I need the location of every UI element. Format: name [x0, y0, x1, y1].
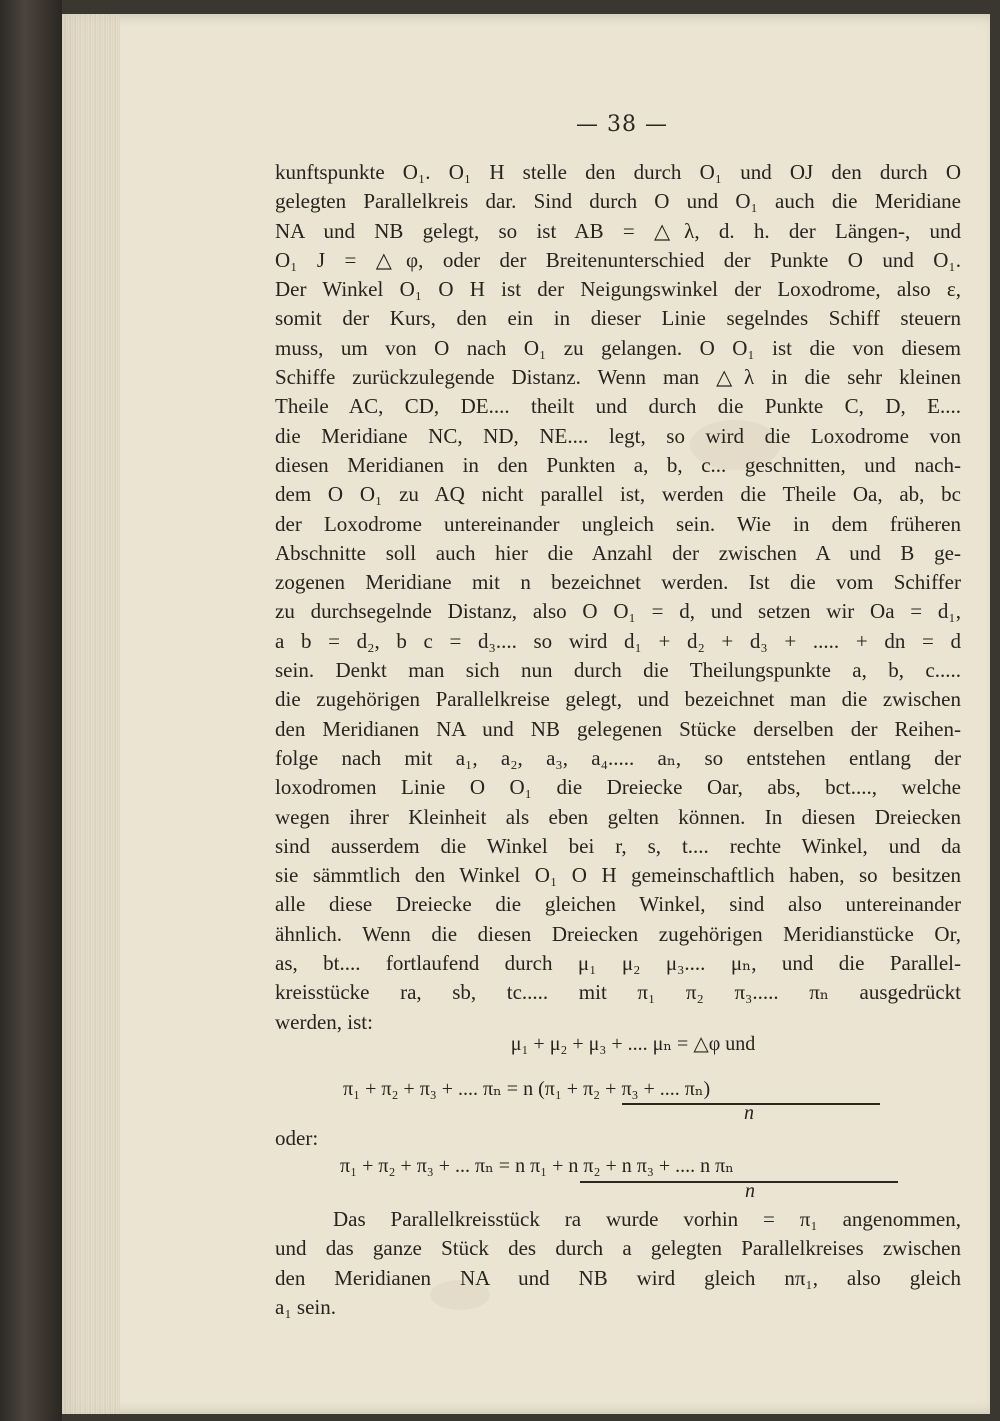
text-line: loxodromen Linie O O₁ die Dreiecke Oar, abs, bct...., welche [275, 775, 961, 800]
text-line: Schiffe zurückzulegende Distanz. Wenn man △λ in die sehr kleinen [275, 365, 961, 390]
text-line: a b = d₂, b c = d₃.... so wird d₁ + d₂ + d₃ + ..... + dn = d [275, 628, 961, 653]
equation-mu-sum: μ₁ + μ₂ + μ₃ + .... μₙ = △φ und [510, 1033, 756, 1055]
equation-expanded-lhs: π₁ + π₂ + π₃ + ... πₙ = [340, 1155, 516, 1177]
label-oder: oder: [275, 1126, 319, 1150]
text-line: alle diese Dreiecke die gleichen Winkel, sind also untereinander [275, 892, 961, 917]
text-line: kunftspunkte O₁. O₁ H stelle den durch O₁ und OJ den durch O [275, 160, 961, 184]
page-edges [62, 14, 120, 1414]
equation-pi-sum [343, 1076, 903, 1101]
text-line: diesen Meridianen in den Punkten a, b, c... geschnitten, und nach- [275, 452, 961, 477]
book-binding [0, 0, 62, 1421]
text-line: Abschnitte soll auch hier die Anzahl der zwischen A und B ge- [275, 540, 961, 565]
text-line: as, bt.... fortlaufend durch μ₁ μ₂ μ₃.... μₙ, und die Parallel- [275, 951, 961, 976]
body-text [275, 158, 961, 1037]
text-line: sein. Denkt man sich nun durch die Theilungspunkte a, b, c..... [275, 658, 961, 683]
text-line: der Loxodrome untereinander ungleich sein. Wie in dem früheren [275, 511, 961, 536]
text-line: und das ganze Stück des durch a gelegten Parallelkreises zwischen [275, 1236, 961, 1261]
text-line: sie sämmtlich den Winkel O₁ O H gemeinschaftlich haben, so besitzen [275, 863, 961, 888]
text-line: zogenen Meridiane mit n bezeichnet werden. Ist die vom Schiffer [275, 570, 961, 595]
text-line: somit der Kurs, den ein in dieser Linie segelndes Schiff steuern [275, 306, 961, 331]
text-line: gelegten Parallelkreis dar. Sind durch O und O₁ auch die Meridiane [275, 189, 961, 214]
text-line: kreisstücke ra, sb, tc..... mit π₁ π₂ π₃..... πₙ ausgedrückt [275, 980, 961, 1005]
text-line: a₁ sein. [275, 1294, 336, 1319]
text-line: den Meridianen NA und NB gelegenen Stücke derselben der Reihen- [275, 716, 961, 741]
equation-pi-sum-denominator: n [744, 1102, 754, 1124]
text-line: wegen ihrer Kleinheit als eben gelten können. In diesen Dreiecken [275, 804, 961, 829]
fraction-bar [580, 1181, 898, 1183]
equation-expanded-numerator: n π₁ + n π₂ + n π₃ + .... n πₙ [515, 1155, 734, 1177]
text-line: folge nach mit a₁, a₂, a₃, a₄..... aₙ, so entstehen entlang der [275, 745, 961, 770]
text-line: Der Winkel O₁ O H ist der Neigungswinkel der Loxodrome, also ε, [275, 277, 961, 302]
text-line: Theile AC, CD, DE.... theilt und durch die Punkte C, D, E.... [275, 394, 961, 419]
text-line: sind ausserdem die Winkel bei r, s, t.... rechte Winkel, und da [275, 833, 961, 858]
equation-pi-sum-expanded [340, 1153, 920, 1178]
text-line: ähnlich. Wenn die diesen Dreiecken zugehörigen Meridianstücke Or, [275, 921, 961, 946]
text-line: muss, um von O nach O₁ zu gelangen. O O₁ ist die von diesem [275, 335, 961, 360]
text-line: dem O O₁ zu AQ nicht parallel ist, werden die Theile Oa, ab, bc [275, 482, 961, 507]
text-line: zu durchsegelnde Distanz, also O O₁ = d, und setzen wir Oa = d₁, [275, 599, 961, 624]
text-line: O₁ J = △φ, oder der Breitenunterschied der Punkte O und O₁. [275, 247, 961, 272]
equation-pi-sum-lhs: π₁ + π₂ + π₃ + .... πₙ = [343, 1078, 524, 1100]
text-line: die Meridiane NC, ND, NE.... legt, so wird die Loxodrome von [275, 423, 961, 448]
text-line: werden, ist: [275, 1009, 373, 1034]
text-line: NA und NB gelegt, so ist AB = △λ, d. h. der Längen-, und [275, 218, 961, 243]
text-line: Das Parallelkreisstück ra wurde vorhin = π₁ angenommen, [333, 1207, 961, 1231]
page-number: — 38 — [576, 112, 668, 137]
equation-expanded-denominator: n [745, 1180, 755, 1202]
closing-text [275, 1205, 961, 1322]
equation-pi-sum-numerator: n (π₁ + π₂ + π₃ + .... πₙ) [523, 1078, 711, 1100]
text-line: die zugehörigen Parallelkreise gelegt, und bezeichnet man die zwischen [275, 687, 961, 712]
text-line: den Meridianen NA und NB wird gleich nπ₁, also gleich [275, 1265, 961, 1290]
